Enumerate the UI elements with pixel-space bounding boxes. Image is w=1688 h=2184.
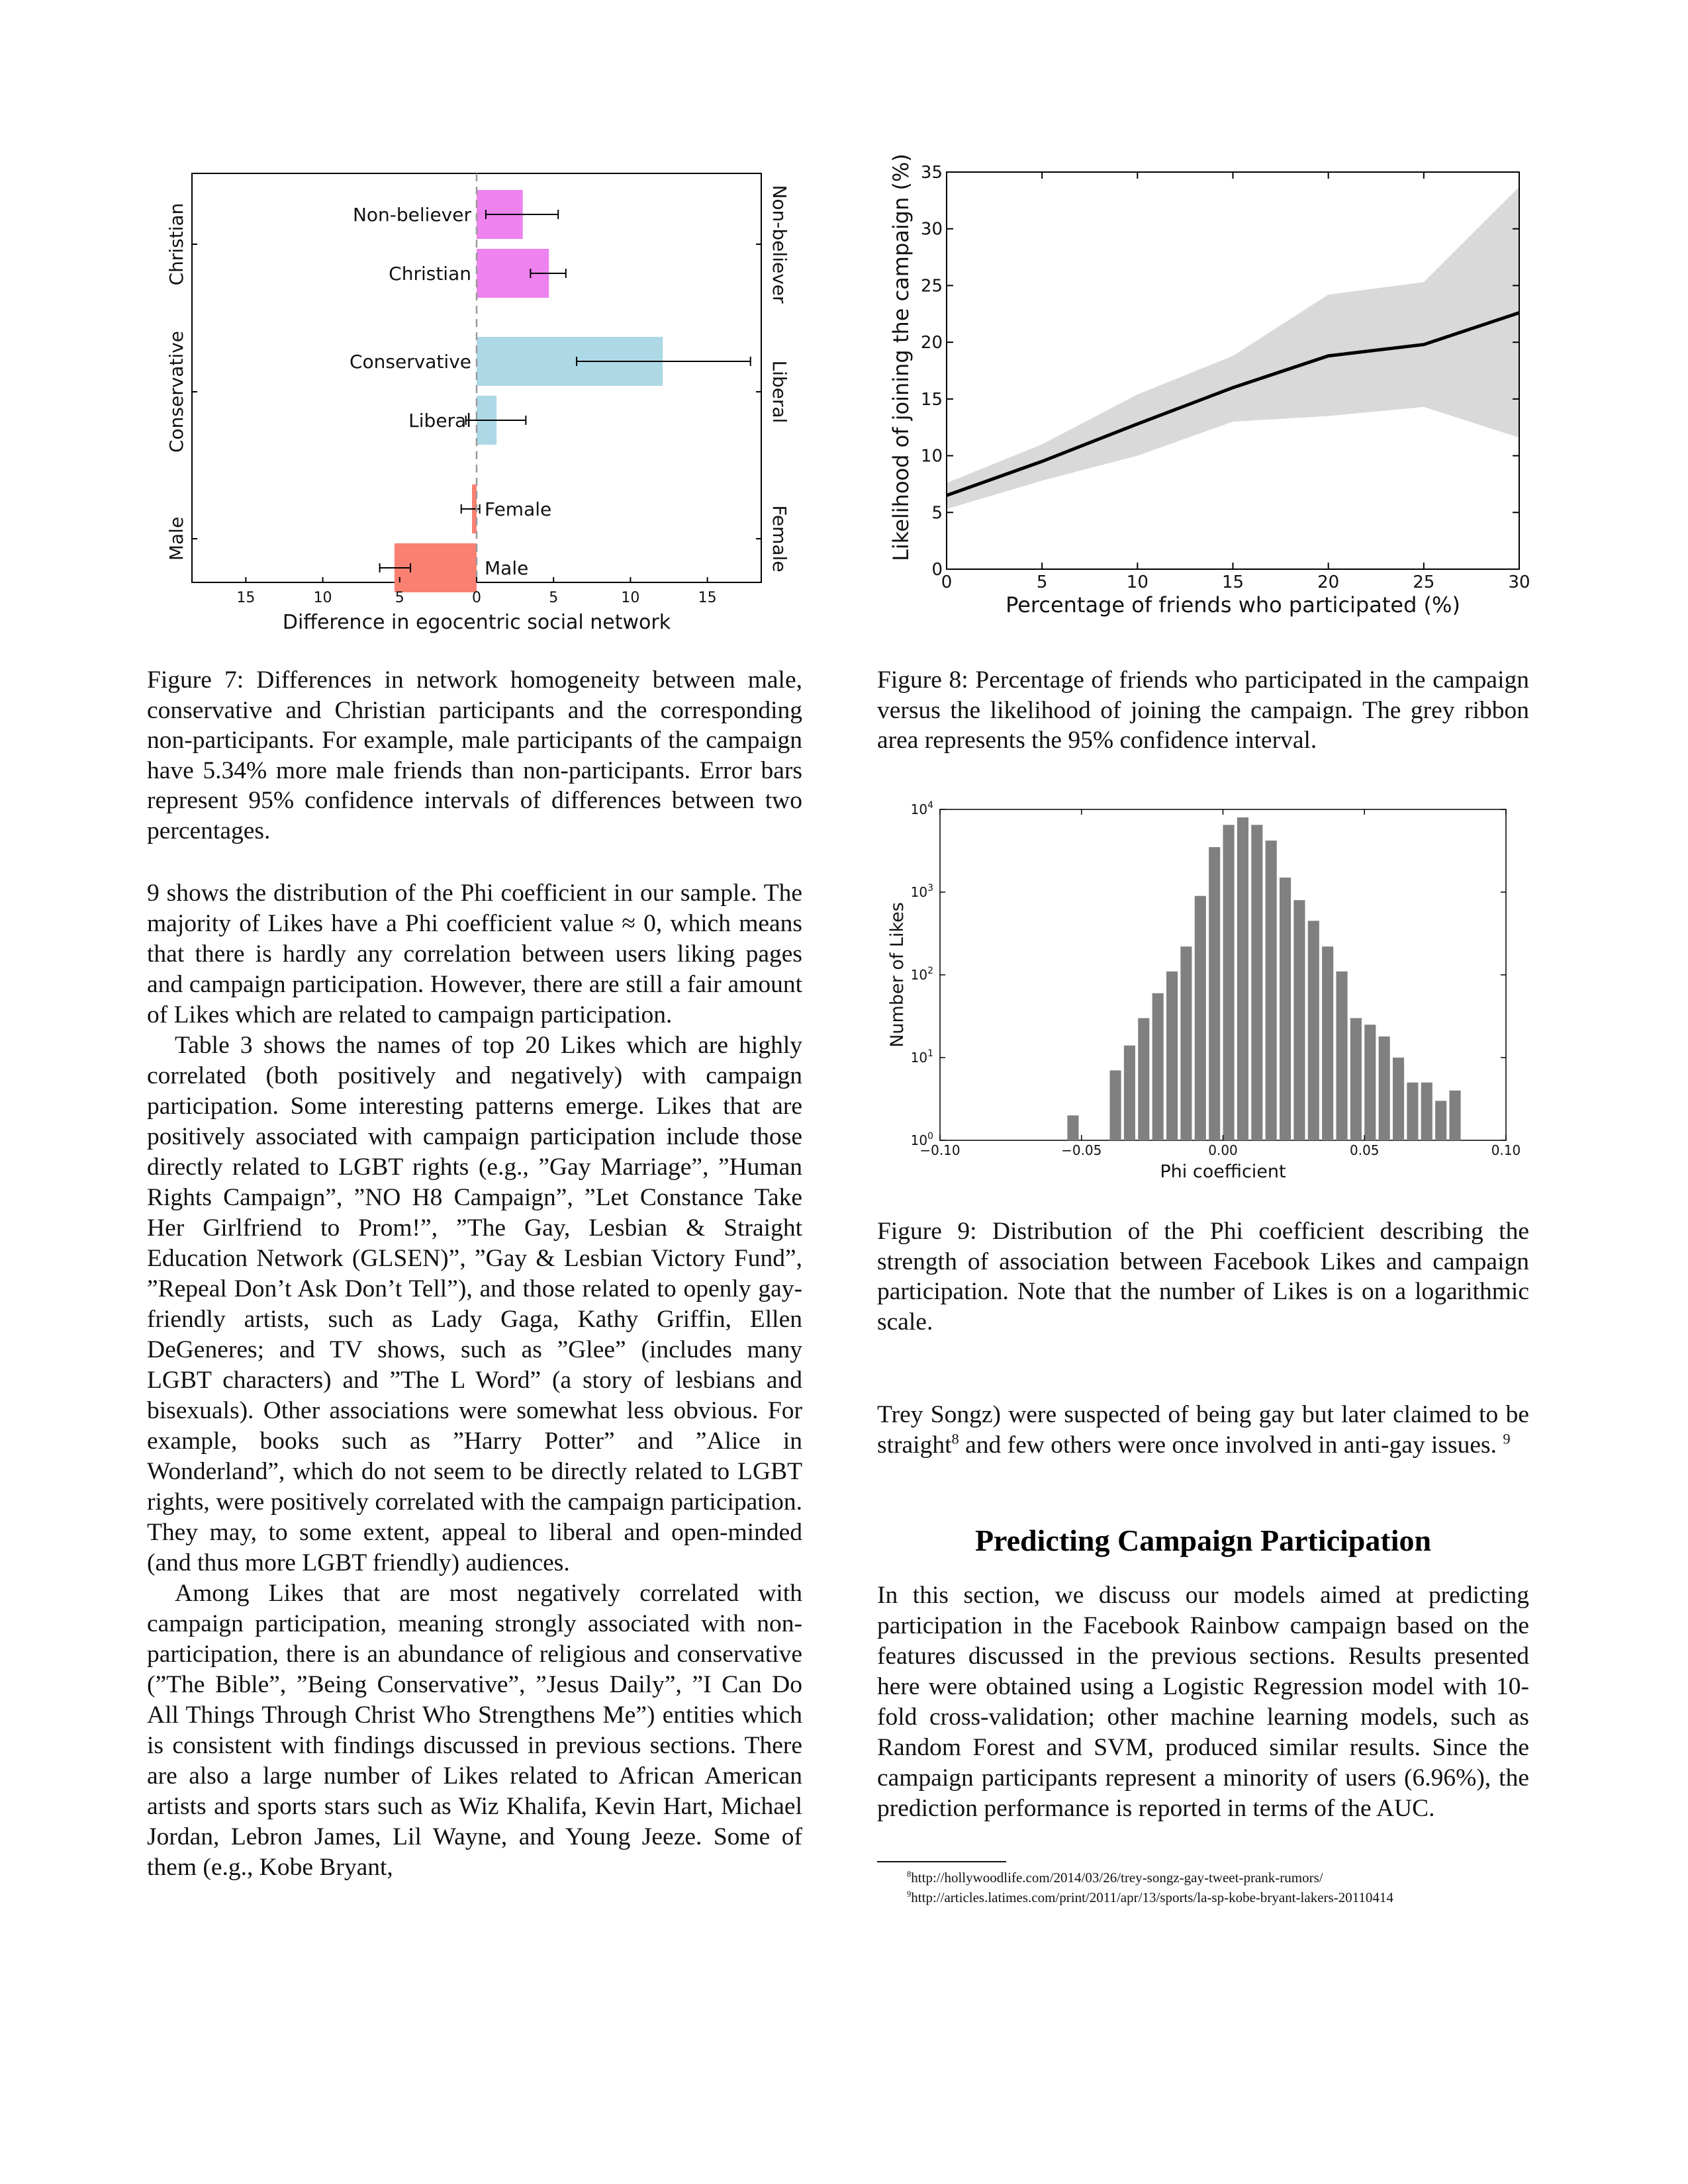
footnote-link[interactable]: http://articles.latimes.com/print/2011/apr/13/sports/la-sp-kobe-bryant-lakers-20110414 — [911, 1889, 1393, 1905]
footnote-rule — [877, 1861, 1006, 1862]
histogram-bar — [1393, 1058, 1404, 1140]
group-label-left: Male — [165, 516, 187, 561]
footnote-8 — [907, 1868, 1529, 1888]
histogram-bar — [1421, 1083, 1432, 1140]
x-tick-label: 5 — [549, 590, 559, 606]
histogram-bar — [1152, 993, 1164, 1140]
figure-8-caption: Figure 8: Percentage of friends who participated in the campaign versus the likelihood of joining the campaign. The grey ribbon area represents the 95% confidence interval. — [877, 666, 1529, 754]
x-tick-label: 10 — [1126, 572, 1149, 592]
histogram-bar — [1110, 1070, 1121, 1140]
paragraph-text: Trey Songz) were suspected of being gay but later claimed to be straight — [877, 1401, 1529, 1459]
histogram-bar — [1435, 1101, 1446, 1140]
confidence-band — [947, 187, 1519, 509]
y-tick-label: 30 — [920, 219, 943, 240]
footnote-9 — [907, 1888, 1529, 1907]
y-tick-label: 20 — [920, 333, 943, 353]
x-axis-label: Percentage of friends who participated (%) — [1006, 592, 1460, 617]
histogram-bar — [1407, 1083, 1418, 1140]
histogram-bar — [1124, 1046, 1135, 1140]
x-tick-label: 15 — [698, 590, 717, 606]
histogram-bar — [1350, 1018, 1362, 1140]
x-tick-label: 5 — [1036, 572, 1048, 592]
histogram-bar — [1166, 972, 1178, 1140]
bar-label: Non-believer — [352, 204, 471, 226]
histogram-bar — [1266, 841, 1277, 1140]
figure-8-chart — [880, 149, 1542, 652]
histogram-bar — [1067, 1115, 1078, 1140]
right-column-body-2 — [877, 1580, 1529, 1824]
figure-7-caption: Figure 7: Differences in network homogeneity between male, conservative and Christian participants and the corresponding non-participants. For example, male participants of the campaign have 5.34% more male friends than non-participants. Error bars represent 95% confidence intervals of differences between two percentages. — [147, 666, 802, 844]
y-tick-label: 35 — [920, 163, 943, 183]
y-tick-label: $10^0$ — [910, 1131, 933, 1148]
x-tick-label: 0.10 — [1491, 1142, 1521, 1158]
x-tick-label: 25 — [1413, 572, 1435, 592]
y-tick-label: 15 — [920, 389, 943, 410]
histogram-bar — [1379, 1036, 1390, 1140]
paragraph-text: and few others were once involved in anti-gay issues. — [959, 1432, 1503, 1459]
x-tick-label: 15 — [236, 590, 256, 606]
group-label-left: Conservative — [165, 330, 187, 453]
y-tick-label: $10^3$ — [910, 883, 933, 900]
paragraph: In this section, we discuss our models aimed at predicting participation in the Facebook Rainbow campaign based on the features discussed in the previous sections. Results presented here were obtained using a Logistic Regression model with 10-fold cross-validation; other machine learning models, such as Random Forest and SVM, produced similar results. Since the campaign participants represent a minority of users (6.96%), the prediction performance is reported in terms of the AUC. — [877, 1582, 1529, 1822]
x-tick-label: 0 — [941, 572, 953, 592]
histogram-bar — [1336, 972, 1348, 1140]
bar-label: Male — [485, 557, 529, 579]
x-tick-label: 30 — [1508, 572, 1530, 592]
footnote-link[interactable]: http://hollywoodlife.com/2014/03/26/trey-songz-gay-tweet-prank-rumors/ — [911, 1870, 1323, 1886]
group-label-right: Female — [769, 505, 790, 572]
footnote-mark: 8 — [951, 1430, 959, 1447]
histogram-bar — [1180, 946, 1192, 1140]
paragraph: 9 shows the distribution of the Phi coefficient in our sample. The majority of Likes have a Phi coefficient value ≈ 0, which means that there is hardly any correlation between users liking pages and campaign participation. However, there are still a fair amount of Likes which are related to campaign participation. — [147, 880, 802, 1028]
y-tick-label: 10 — [920, 446, 943, 467]
histogram-bar — [1308, 921, 1319, 1140]
histogram-bar — [1138, 1018, 1149, 1140]
bar-label: Conservative — [349, 351, 471, 373]
x-axis-label: Phi coefficient — [1160, 1161, 1286, 1182]
footnote-mark: 9 — [907, 1889, 912, 1899]
x-tick-label: −0.10 — [919, 1142, 961, 1158]
y-tick-label: 0 — [931, 560, 943, 580]
right-column-body — [877, 1400, 1529, 1461]
histogram-bar — [1195, 896, 1206, 1140]
x-tick-label: 0.00 — [1208, 1142, 1238, 1158]
x-tick-label: 10 — [313, 590, 332, 606]
x-tick-label: 10 — [621, 590, 640, 606]
footnote-mark: 8 — [907, 1870, 912, 1879]
left-column-body — [147, 878, 802, 1883]
histogram-bar — [1280, 878, 1291, 1140]
footnote-mark: 9 — [1503, 1430, 1511, 1447]
x-tick-label: 0 — [472, 590, 481, 606]
y-tick-label: 5 — [931, 503, 943, 523]
y-axis-label: Number of Likes — [887, 902, 908, 1048]
group-label-right: Liberal — [769, 360, 790, 424]
histogram-bar — [1450, 1091, 1461, 1140]
histogram-bar — [1209, 847, 1220, 1140]
y-tick-label: $10^2$ — [910, 966, 933, 983]
paragraph — [877, 1400, 1529, 1461]
section-heading: Predicting Campaign Participation — [974, 1524, 1432, 1557]
x-tick-label: 15 — [1221, 572, 1244, 592]
y-tick-label: $10^4$ — [910, 800, 933, 817]
x-axis-label: Difference in egocentric social network — [282, 611, 671, 634]
bar-label: Christian — [389, 263, 471, 285]
paragraph: Among Likes that are most negatively correlated with campaign participation, meaning strongly associated with non-participation, there is an abundance of religious and conservative (”The Bible”, ”Being Conservative”, ”Jesus Daily”, ”I Can Do All Things Through Christ Who Strengthens Me”) entities which is consistent with findings discussed in previous sections. There are also a large number of Likes related to African American artists and sports stars such as Wiz Khalifa, Kevin Hart, Michael Jordan, Lebron James, Lil Wayne, and Young Jeeze. Some of them (e.g., Kobe Bryant, — [147, 1580, 802, 1881]
y-tick-label: $10^1$ — [910, 1048, 933, 1066]
x-tick-label: 0.05 — [1349, 1142, 1380, 1158]
histogram-bar — [1364, 1024, 1376, 1140]
histogram-bar — [1237, 817, 1248, 1140]
x-tick-label: −0.05 — [1061, 1142, 1102, 1158]
histogram-bar — [1251, 825, 1262, 1140]
x-tick-label: 20 — [1317, 572, 1340, 592]
group-label-right: Non-believer — [769, 185, 790, 304]
x-tick-label: 5 — [395, 590, 404, 606]
bar-label: Liberal — [408, 410, 471, 432]
y-axis-label: Likelihood of joining the campaign (%) — [888, 154, 914, 561]
bar-label: Female — [485, 498, 552, 520]
paragraph: Table 3 shows the names of top 20 Likes which are highly correlated (both positively and negatively) with campaign participation. Some interesting patterns emerge. Likes that are positively associated with campaign participation include those directly related to LGBT rights (e.g., ”Gay Marriage”, ”Human Rights Campaign”, ”NO H8 Campaign”, ”Let Constance Take Her Girlfriend to Prom!”, ”The Gay, Lesbian & Straight Education Network (GLSEN)”, ”Gay & Lesbian Victory Fund”, ”Repeal Don’t Ask Don’t Tell”), and those related to openly gay-friendly artists, such as Lady Gaga, Kathy Griffin, Ellen DeGeneres; and TV shows, such as ”Glee” (includes many LGBT characters) and ”The L Word” (a story of lesbians and bisexuals). Other associations were somewhat less obvious. For example, books such as ”Harry Potter” and ”Alice in Wonderland”, which do not seem to be directly related to LGBT rights, were positively correlated with the campaign participation. They may, to some extent, appeal to liberal and open-minded (and thus more LGBT friendly) audiences. — [147, 1032, 802, 1576]
group-label-left: Christian — [165, 203, 187, 286]
figure-9-chart — [880, 791, 1536, 1188]
figure-7-chart — [152, 159, 788, 635]
histogram-bar — [1322, 946, 1333, 1140]
footnotes — [907, 1868, 1529, 1907]
histogram-bar — [1223, 825, 1235, 1140]
figure-9-caption: Figure 9: Distribution of the Phi coefficient describing the strength of association between Facebook Likes and campaign participation. Note that the number of Likes is on a logarithmic scale. — [877, 1218, 1529, 1336]
y-tick-label: 25 — [920, 276, 943, 296]
histogram-bar — [1293, 900, 1305, 1140]
